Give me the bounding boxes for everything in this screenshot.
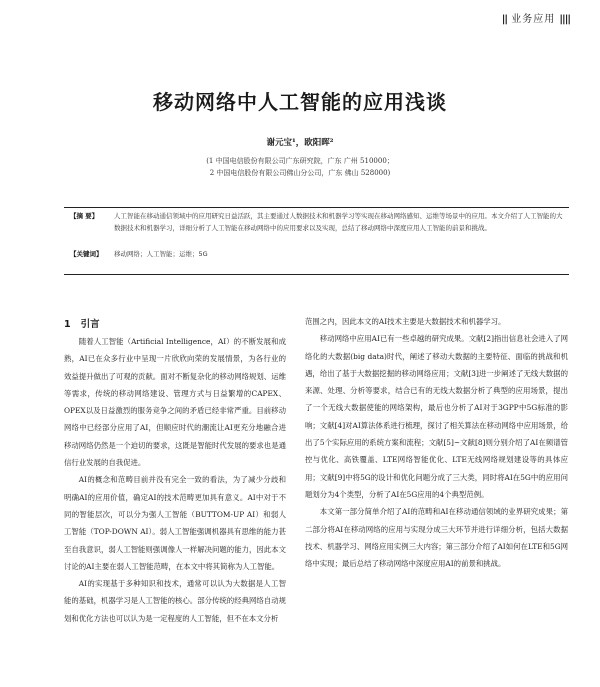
header-bars-right: |||| — [559, 14, 570, 25]
body-column-left — [64, 333, 286, 627]
abstract-box — [64, 207, 569, 275]
paper-title: 移动网络中人工智能的应用浅谈 — [153, 90, 447, 114]
keywords-label: 【关键词】 — [70, 250, 103, 258]
header-section-label — [502, 10, 570, 25]
affiliation-2: 2 中国电信股份有限公司佛山分公司，广东 佛山 528000) — [209, 169, 391, 177]
section-title: 引言 — [80, 319, 100, 330]
body-paragraph: AI的实现基于多种知识和技术，通常可以认为大数据是人工智能的基础，机器学习是人工智能的核心。部分传统的经典网络自动规划和优化方法也可以认为是一定程度的人工智能，但不在本文分析 — [64, 579, 286, 623]
header-section-name: 业务应用 — [511, 14, 556, 25]
body-paragraph: 移动网络中应用AI已有一些卓越的研究成果。文献[2]指出信息社会进入了网络化的大数据(big data)时代，阐述了移动大数据的主要特征、面临的挑战和机遇，给出了基于大数据挖掘的移动网络应用；文献[3]进一步阐述了无线大数据的来源、处理、分析等要求，结合已有的无线大数据分析了典型的应用场景，提出了一个无线大数据使能的网络架构，最后也分析了AI对于3GPP中5G标准的影响；文献[4]对AI算法体系进行梳理，探讨了相关算法在移动网络中应用场景，给出了5个实际应用的系统方案和流程；文献[5]~文献[8]则分别介绍了AI在频谱管控与优化、高铁覆盖、LTE网络智能优化、LTE无线网络规划建设等的具体应用；文献[9]中将5G的设计和优化问题分成了三大类，同时将AI在5G中的应用问题划分为4个类型，分析了AI在5G应用的4个典型范例。 — [305, 334, 568, 499]
body-paragraph: 本文第一部分简单介绍了AI的范畴和AI在移动通信领域的业界研究成果；第二部分将AI在移动网络的应用与实现分成三大环节并进行详细分析，包括大数据技术、机器学习、网络应用实例三大内容；第三部分介绍了AI如何在LTE和5G网络中实现；最后总结了移动网络中深度应用AI的前景和挑战。 — [305, 507, 568, 569]
header-bars-left: || — [501, 14, 508, 25]
body-paragraph: AI的概念和范畴目前并没有完全一致的看法，为了减少分歧和明确AI的应用价值，确定AI的技术范畴更加具有意义。AI中对于不同的智能层次，可以分为强人工智能（BUTTOM-UP AI）和弱人工智能（TOP-DOWN AI）。弱人工智能强调机器具有思维的能力甚至自我意识，弱人工智能则强调像人一样解决问题的能力，因此本文讨论的AI主要在弱人工智能范畴，在本文中将其简称为人工智能。 — [64, 475, 286, 571]
body-paragraph: 范围之内，因此本文的AI技术主要是大数据技术和机器学习。 — [305, 317, 506, 326]
paper-authors: 谢元宝¹，欧阳晖² — [266, 138, 334, 148]
section-heading — [64, 316, 100, 330]
body-paragraph: 随着人工智能（Artificial Intelligence，AI）的不断发展和成熟，AI已在众多行业中呈现一片欣欣向荣的发展情景，为各行业的效益提升做出了可观的贡献。面对不断复杂化的移动网络规划、运维等需求，传统的移动网络建设、管理方式与日益繁增的CAPEX、OPEX以及日益激烈的服务竞争之间的矛盾已经非常严重。目前移动网络中已经部分应用了AI，但顺应时代的潮流让AI更充分地融合进移动网络仍然是一个迫切的要求，这既是智能时代发展的要求也是通信行业发展的自我促进。 — [64, 337, 286, 468]
keywords-text: 移动网络；人工智能；运维；5G — [114, 250, 208, 258]
section-number: 1 — [64, 319, 71, 330]
affiliation-1: (1 中国电信股份有限公司广东研究院，广东 广州 510000； — [206, 157, 394, 165]
abstract-label: 【摘 要】 — [70, 212, 99, 220]
abstract-text: 人工智能在移动通信领域中的应用研究日益活跃，其主要通过人数据技术和机器学习等实现在移动网络感知、运维等场景中的应用。本文介绍了人工智能的大数据技术和机器学习，详细分析了人工智能在移动网络中的应用要求以及实现，总结了移动网络中深度应用人工智能的前景和挑战。 — [114, 212, 563, 232]
body-column-right — [305, 313, 568, 572]
